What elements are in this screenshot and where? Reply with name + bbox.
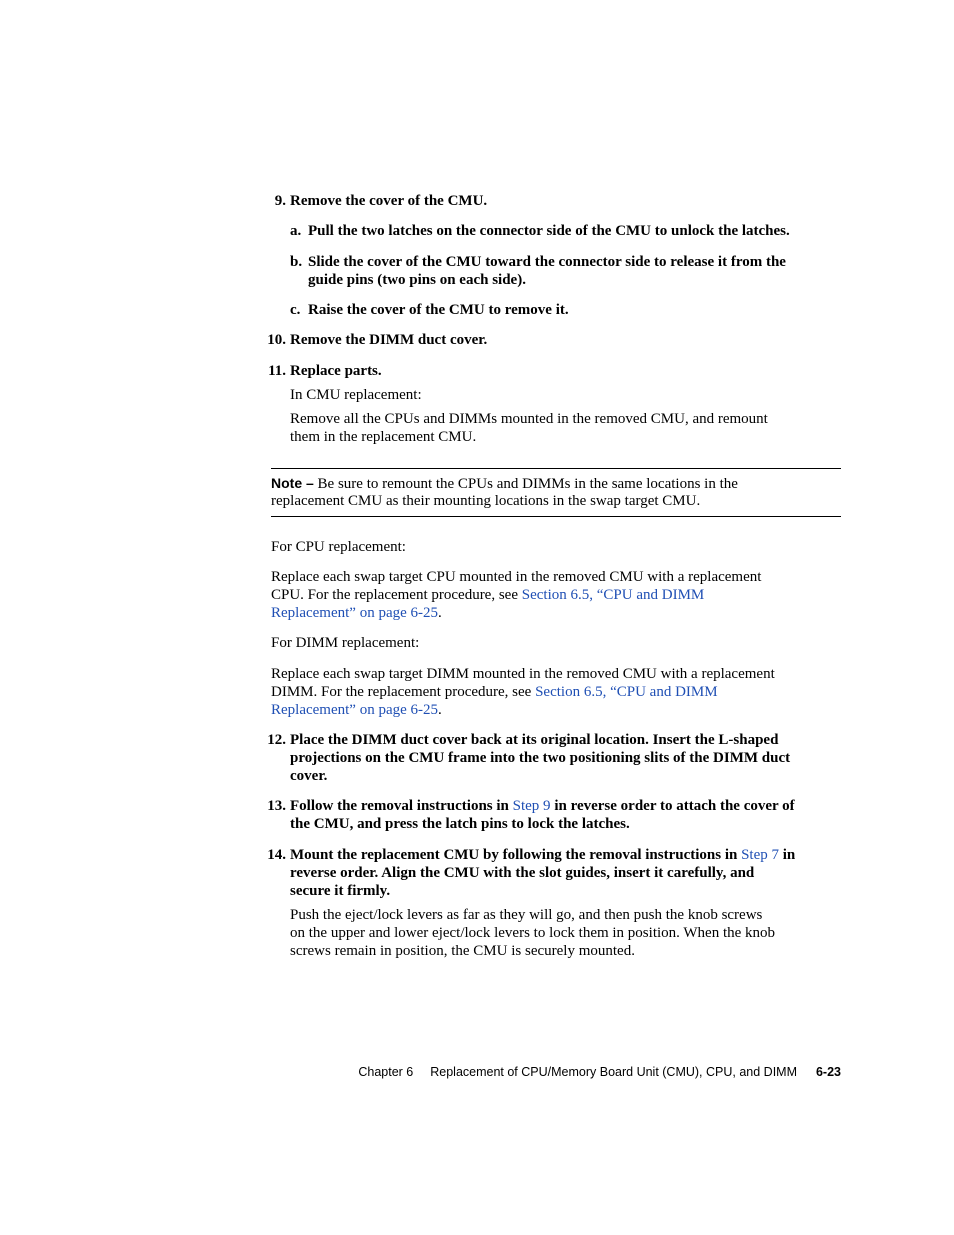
note-text: Be sure to remount the CPUs and DIMMs in the same locations in the [317, 476, 738, 492]
paragraph [271, 683, 718, 701]
paragraph-text: CPU. For the replacement procedure, see [271, 587, 518, 603]
substep-letter: c. [290, 302, 301, 318]
step-text: Remove the DIMM duct cover. [290, 332, 488, 348]
note-text: replacement CMU as their mounting locations in the swap target CMU. [271, 493, 701, 509]
substep-letter: a. [290, 223, 302, 239]
footer-title: Replacement of CPU/Memory Board Unit (CMU), CPU, and DIMM [430, 1065, 797, 1079]
note-top-rule [271, 468, 841, 469]
note [271, 474, 738, 493]
step-number: 12. [267, 732, 286, 748]
paragraph-text: DIMM. For the replacement procedure, see [271, 684, 532, 700]
section-heading: For DIMM replacement: [271, 635, 420, 651]
note-label: Note – [271, 475, 314, 491]
section-link[interactable]: Replacement” on page 6-25 [271, 605, 439, 621]
paragraph [271, 604, 442, 622]
period: . [438, 702, 442, 718]
step-link[interactable]: Step 7 [741, 847, 780, 863]
section-heading: For CPU replacement: [271, 539, 406, 555]
footer-chapter: Chapter 6 [358, 1065, 414, 1079]
paragraph [271, 586, 704, 604]
step-text: Replace parts. [290, 363, 382, 379]
step-number: 14. [267, 847, 286, 863]
step-text-part: in reverse order to attach the cover of [554, 798, 795, 814]
note-bottom-rule [271, 516, 841, 517]
substep-text: guide pins (two pins on each side). [308, 272, 526, 288]
substep-letter: b. [290, 254, 303, 270]
step-text: secure it firmly. [290, 883, 391, 899]
paragraph: In CMU replacement: [290, 387, 422, 403]
paragraph: Replace each swap target DIMM mounted in the removed CMU with a replacement [271, 666, 775, 682]
step-text-part: in [782, 847, 796, 863]
step-number: 9. [274, 193, 286, 209]
page-footer [358, 1064, 841, 1080]
substep-text: Pull the two latches on the connector side of the CMU to unlock the latches. [308, 223, 790, 239]
step-text [290, 797, 795, 815]
paragraph: Remove all the CPUs and DIMMs mounted in the removed CMU, and remount [290, 411, 768, 427]
paragraph: on the upper and lower eject/lock levers to lock them in position. When the knob [290, 925, 776, 941]
step-text: cover. [290, 768, 328, 784]
step-text-part: Follow the removal instructions in [290, 798, 509, 814]
substep-text: Raise the cover of the CMU to remove it. [308, 302, 569, 318]
step-text: Place the DIMM duct cover back at its original location. Insert the L-shaped [290, 732, 779, 748]
step-text: Remove the cover of the CMU. [290, 193, 488, 209]
paragraph: them in the replacement CMU. [290, 429, 477, 445]
paragraph [271, 701, 442, 719]
paragraph: Replace each swap target CPU mounted in the removed CMU with a replacement [271, 569, 762, 585]
section-link[interactable]: Section 6.5, “CPU and DIMM [521, 587, 705, 603]
paragraph: screws remain in position, the CMU is securely mounted. [290, 943, 635, 959]
period: . [438, 605, 442, 621]
step-number: 13. [267, 798, 286, 814]
step-text [290, 846, 795, 864]
page-number: 6-23 [815, 1065, 841, 1079]
step-number: 11. [268, 363, 286, 379]
step-text-part: Mount the replacement CMU by following the removal instructions in [290, 847, 738, 863]
paragraph: Push the eject/lock levers as far as they will go, and then push the knob screws [290, 907, 763, 923]
step-text: projections on the CMU frame into the two positioning slits of the DIMM duct [290, 750, 791, 766]
section-link[interactable]: Section 6.5, “CPU and DIMM [535, 684, 718, 700]
step-text: the CMU, and press the latch pins to lock the latches. [290, 816, 630, 832]
step-text: reverse order. Align the CMU with the slot guides, insert it carefully, and [290, 865, 755, 881]
step-number: 10. [267, 332, 286, 348]
section-link[interactable]: Replacement” on page 6-25 [271, 702, 439, 718]
substep-text: Slide the cover of the CMU toward the connector side to release it from the [308, 254, 786, 270]
step-link[interactable]: Step 9 [512, 798, 551, 814]
